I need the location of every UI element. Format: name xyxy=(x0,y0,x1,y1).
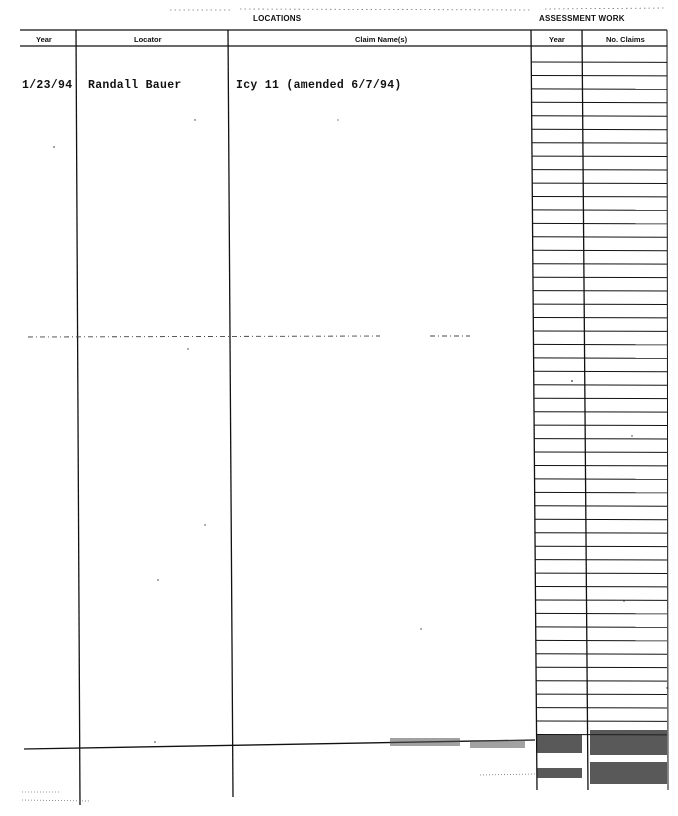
locator-column-header: Locator xyxy=(134,35,162,44)
assessment-row-line xyxy=(533,237,668,238)
assessment-year-column-header: Year xyxy=(549,35,565,44)
entry-locator: Randall Bauer xyxy=(88,79,182,92)
locations-section-title: LOCATIONS xyxy=(253,14,302,23)
assessment-work-section-title: ASSESSMENT WORK xyxy=(539,14,625,23)
year-column-header: Year xyxy=(36,35,52,44)
assessment-row-line xyxy=(531,102,667,103)
entry-year: 1/23/94 xyxy=(22,79,73,92)
entry-claim-name: Icy 11 (amended 6/7/94) xyxy=(236,79,402,92)
claim-names-column-header: Claim Name(s) xyxy=(355,35,408,44)
no-claims-column-header: No. Claims xyxy=(606,35,645,44)
